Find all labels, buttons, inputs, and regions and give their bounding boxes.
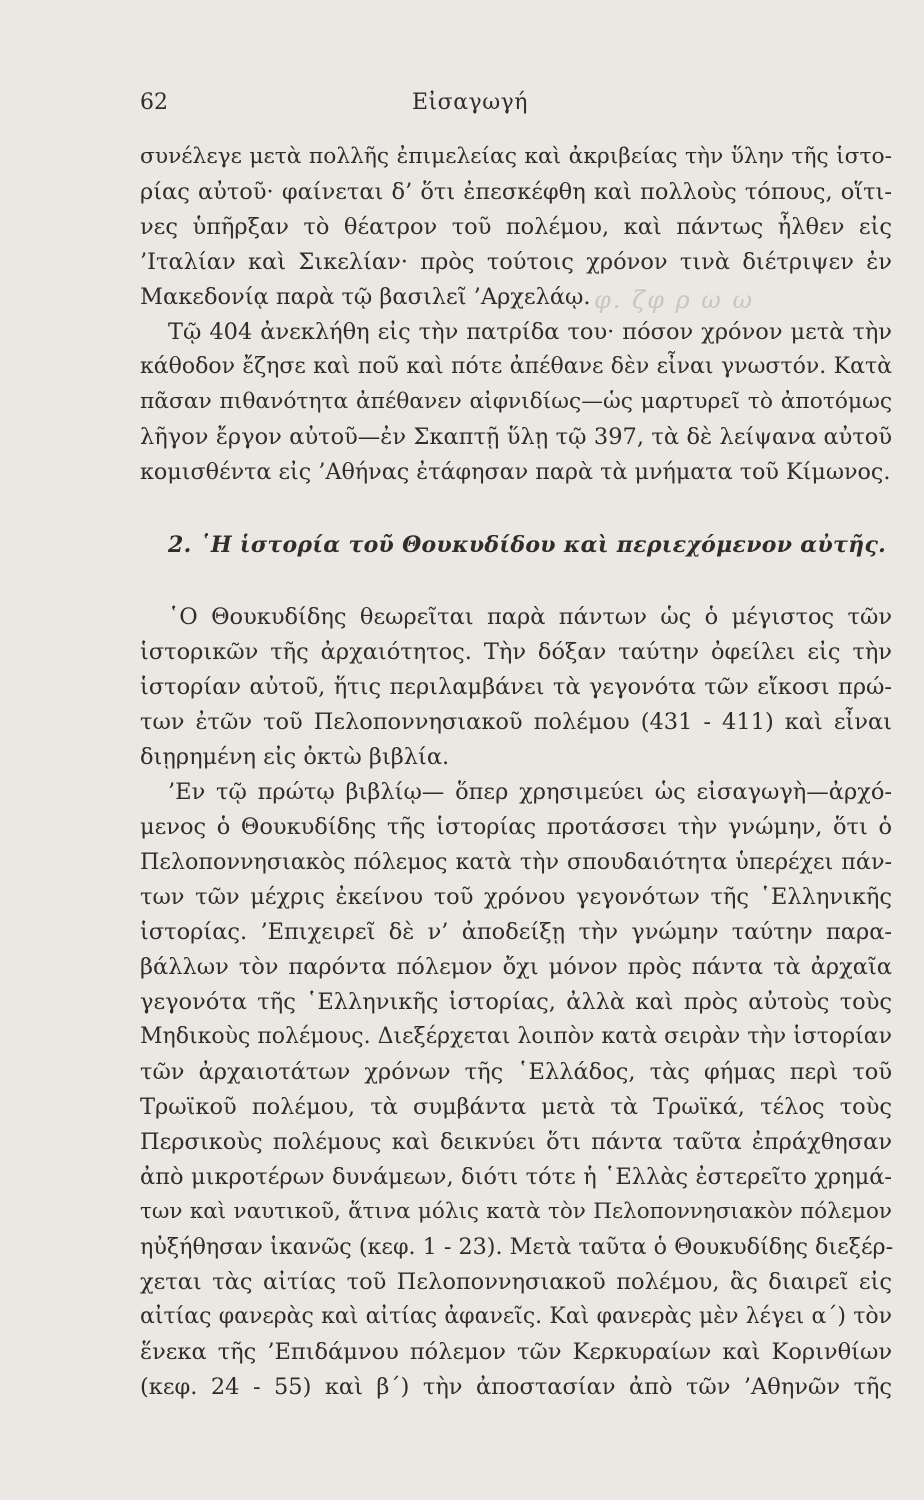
p4-line-1: ’Εν τῷ πρώτῳ βιβλίῳ— ὅπερ χρησιμεύει ὡς εἰσαγωγὴ—ἀρχό-	[168, 779, 892, 805]
p4-line-13: των καὶ ναυτικοῦ, ἅτινα μόλις κατὰ τὸν Πελοποννησιακὸν πόλεμον	[140, 1199, 892, 1224]
p2-line-5: κομισθέντα εἰς ’Αθήνας ἐτάφησαν παρὰ τὰ μνήματα τοῦ Κίμωνος.	[140, 459, 891, 485]
p3-line-5: διῃρημένη εἰς ὀκτὼ βιβλία.	[140, 744, 450, 770]
p4-line-9: τῶν ἀρχαιοτάτων χρόνων τῆς ῾Ελλάδος, τὰς φήμας περὶ τοῦ	[140, 1059, 892, 1085]
p3-line-3: ἱστορίαν αὐτοῦ, ἥτις περιλαμβάνει τὰ γεγονότα τῶν εἴκοσι πρώ-	[140, 674, 892, 700]
running-head: Εἰσαγωγή	[412, 90, 528, 115]
p4-line-15: χεται τὰς αἰτίας τοῦ Πελοποννησιακοῦ πολέμου, ἃς διαιρεῖ εἰς	[140, 1269, 892, 1295]
p1-line-1: συνέλεγε μετὰ πολλῆς ἐπιμελείας καὶ ἀκριβείας τὴν ὕλην τῆς ἱστο-	[140, 144, 892, 169]
p4-line-6: βάλλων τὸν παρόντα πόλεμον ὄχι μόνον πρὸς πάντα τὰ ἀρχαῖα	[140, 954, 892, 980]
p2-line-4: λῆγον ἔργον αὐτοῦ—ἐν Σκαπτῇ ὕλῃ τῷ 397, τὰ δὲ λείψανα αὐτοῦ	[140, 424, 892, 450]
p4-line-4: των τῶν μέχρις ἐκείνου τοῦ χρόνου γεγονότων τῆς ῾Ελληνικῆς	[140, 884, 892, 910]
p4-line-11: Περσικοὺς πολέμους καὶ δεικνύει ὅτι πάντα ταῦτα ἐπράχθησαν	[140, 1129, 892, 1155]
p1-line-5: Μακεδονίᾳ παρὰ τῷ βασιλεῖ ’Αρχελάῳ.	[140, 284, 591, 310]
p4-line-18: (κεφ. 24 - 55) καὶ β΄) τὴν ἀποστασίαν ἀπὸ τῶν ’Αθηνῶν τῆς	[140, 1374, 892, 1400]
p1-line-2: ρίας αὐτοῦ· φαίνεται δ’ ὅτι ἐπεσκέφθη καὶ πολλοὺς τόπους, οἵτι-	[140, 179, 892, 205]
p2-line-3: πᾶσαν πιθανότητα ἀπέθανεν αἰφνιδίως—ὡς μαρτυρεῖ τὸ ἀποτόμως	[140, 389, 892, 414]
page-header	[140, 90, 800, 130]
p4-line-3: Πελοποννησιακὸς πόλεμος κατὰ τὴν σπουδαιότητα ὑπερέχει πάν-	[140, 849, 892, 875]
pencil-annotation: φ. ζφ ρ ω ω	[594, 286, 755, 314]
page-number: 62	[140, 90, 168, 115]
p3-line-4: των ἐτῶν τοῦ Πελοποννησιακοῦ πολέμου (431 - 411) καὶ εἶναι	[140, 709, 892, 735]
p4-line-2: μενος ὁ Θουκυδίδης τῆς ἱστορίας προτάσσει τὴν γνώμην, ὅτι ὁ	[140, 814, 892, 840]
p4-line-8: Μηδικοὺς πολέμους. Διεξέρχεται λοιπὸν κατὰ σειρὰν τὴν ἱστορίαν	[140, 1024, 892, 1049]
p1-line-4: ’Ιταλίαν καὶ Σικελίαν· πρὸς τούτοις χρόνον τινὰ διέτριψεν ἐν	[140, 249, 892, 275]
p4-line-16: αἰτίας φανερὰς καὶ αἰτίας ἀφανεῖς. Καὶ φανερὰς μὲν λέγει α΄) τὸν	[140, 1304, 892, 1329]
p2-line-2: κάθοδον ἔζησε καὶ ποῦ καὶ πότε ἀπέθανε δὲν εἶναι γνωστόν. Κατὰ	[140, 354, 892, 379]
p4-line-10: Τρωϊκοῦ πολέμου, τὰ συμβάντα μετὰ τὰ Τρωϊκά, τέλος τοὺς	[140, 1094, 892, 1120]
p1-line-3: νες ὑπῆρξαν τὸ θέατρον τοῦ πολέμου, καὶ πάντως ἦλθεν εἰς	[140, 214, 892, 240]
p4-line-7: γεγονότα τῆς ῾Ελληνικῆς ἱστορίας, ἀλλὰ καὶ πρὸς αὐτοὺς τοὺς	[140, 989, 892, 1015]
p3-line-2: ἱστορικῶν τῆς ἀρχαιότητος. Τὴν δόξαν ταύτην ὀφείλει εἰς τὴν	[140, 639, 892, 665]
p4-line-17: ἕνεκα τῆς ’Επιδάμνου πόλεμον τῶν Κερκυραίων καὶ Κορινθίων	[140, 1339, 892, 1365]
p2-line-1: Τῷ 404 ἀνεκλήθη εἰς τὴν πατρίδα του· πόσον χρόνον μετὰ τὴν	[168, 319, 892, 345]
section-heading: 2. ῾Η ἱστορία τοῦ Θουκυδίδου καὶ περιεχόμενον αὐτῆς.	[168, 532, 887, 558]
p3-line-1: ῾Ο Θουκυδίδης θεωρεῖται παρὰ πάντων ὡς ὁ μέγιστος τῶν	[168, 604, 892, 630]
p4-line-5: ἱστορίας. ’Επιχειρεῖ δὲ ν’ ἀποδείξῃ τὴν γνώμην ταύτην παρα-	[140, 919, 892, 945]
p4-line-12: ἀπὸ μικροτέρων δυνάμεων, διότι τότε ἡ ῾Ελλὰς ἐστερεῖτο χρημά-	[140, 1164, 892, 1190]
p4-line-14: ηὐξήθησαν ἱκανῶς (κεφ. 1 - 23). Μετὰ ταῦτα ὁ Θουκυδίδης διεξέρ-	[140, 1234, 894, 1260]
